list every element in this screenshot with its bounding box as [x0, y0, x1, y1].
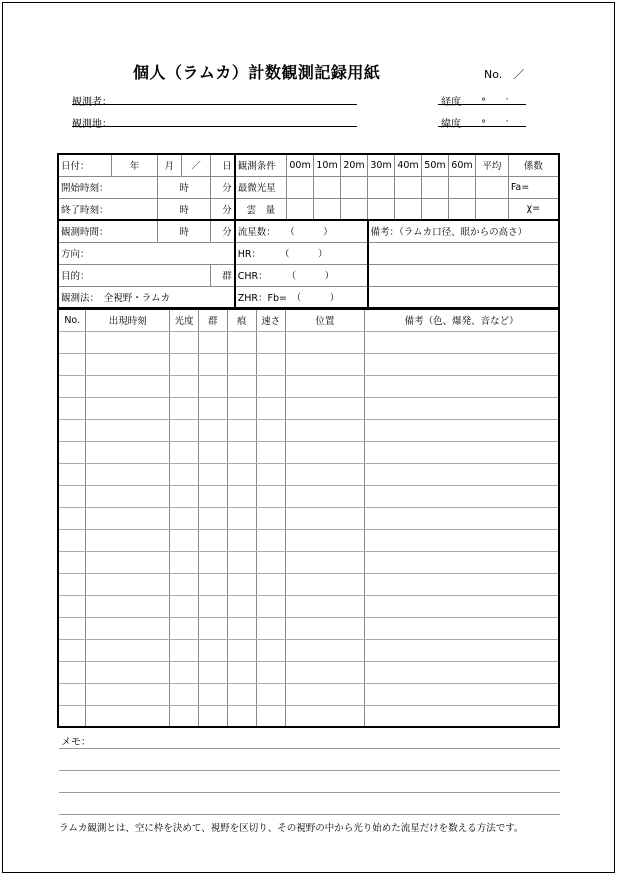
log-cell[interactable] [58, 573, 86, 595]
log-cell[interactable] [365, 683, 559, 705]
log-cell[interactable] [256, 375, 285, 397]
log-cell[interactable] [170, 573, 199, 595]
log-cell[interactable] [86, 683, 170, 705]
log-cell[interactable] [256, 331, 285, 353]
time-col: 10m [314, 154, 341, 176]
table-row [58, 331, 559, 353]
faintest-cell[interactable] [341, 176, 368, 198]
log-cell[interactable] [365, 507, 559, 529]
memo-line[interactable] [59, 814, 560, 815]
log-cell[interactable] [256, 485, 285, 507]
table-row [58, 661, 559, 683]
log-cell[interactable] [199, 485, 228, 507]
memo-line[interactable] [59, 770, 560, 771]
log-cell[interactable] [86, 573, 170, 595]
sheet-number: No. ／ [484, 68, 525, 81]
cloud-label: 雲 量 [235, 198, 287, 220]
date-day[interactable]: 日 [211, 154, 235, 176]
coef-label: 係数 [508, 154, 559, 176]
log-cell[interactable] [58, 419, 86, 441]
log-cell[interactable] [86, 331, 170, 353]
log-cell[interactable] [170, 419, 199, 441]
log-cell[interactable] [199, 551, 228, 573]
log-cell[interactable] [365, 705, 559, 727]
log-cell[interactable] [256, 617, 285, 639]
purpose-label[interactable]: 目的： [58, 264, 211, 286]
log-cell[interactable] [199, 683, 228, 705]
cloud-cell[interactable] [341, 198, 368, 220]
log-cell[interactable] [58, 375, 86, 397]
log-cell[interactable] [199, 705, 228, 727]
log-cell[interactable] [86, 551, 170, 573]
log-cell[interactable] [199, 331, 228, 353]
log-cell[interactable] [199, 617, 228, 639]
table-row [58, 397, 559, 419]
log-cell[interactable] [227, 331, 256, 353]
log-cell[interactable] [256, 529, 285, 551]
log-cell[interactable] [285, 397, 364, 419]
duration-minute[interactable]: 分 [211, 220, 235, 242]
log-cell[interactable] [365, 331, 559, 353]
log-cell[interactable] [227, 463, 256, 485]
log-cell[interactable] [58, 441, 86, 463]
faintest-cell[interactable] [448, 176, 475, 198]
log-cell[interactable] [365, 441, 559, 463]
log-cell[interactable] [58, 353, 86, 375]
log-cell[interactable] [365, 595, 559, 617]
date-year[interactable]: 年 [112, 154, 158, 176]
latitude-label: 緯度 ° ′ [441, 119, 509, 130]
log-cell[interactable] [58, 705, 86, 727]
hr-label[interactable]: HR： （ ） [235, 242, 368, 264]
longitude-label: 経度 ° ′ [441, 97, 509, 108]
log-cell[interactable] [58, 331, 86, 353]
log-cell[interactable] [227, 617, 256, 639]
remarks-label: 備考：（ラムカ口径、眼からの高さ） [368, 220, 559, 242]
log-cell[interactable] [365, 397, 559, 419]
time-col: 40m [395, 154, 422, 176]
log-cell[interactable] [285, 705, 364, 727]
log-cell[interactable] [285, 507, 364, 529]
table-row [58, 419, 559, 441]
log-cell[interactable] [58, 639, 86, 661]
log-cell[interactable] [199, 353, 228, 375]
table-row [58, 573, 559, 595]
chi-label[interactable]: χ= [508, 198, 559, 220]
log-cell[interactable] [365, 617, 559, 639]
log-cell[interactable] [285, 441, 364, 463]
table-row [58, 353, 559, 375]
zhr-label[interactable]: ZHR：Fb= （ ） [235, 286, 368, 308]
log-cell[interactable] [285, 551, 364, 573]
log-cell[interactable] [86, 441, 170, 463]
log-cell[interactable] [170, 683, 199, 705]
log-cell[interactable] [170, 463, 199, 485]
time-col: 00m [287, 154, 314, 176]
log-cell[interactable] [86, 397, 170, 419]
log-cell[interactable] [58, 595, 86, 617]
col-remarks: 備考（色、爆発、音など） [365, 309, 559, 331]
conditions-table [57, 153, 560, 309]
cloud-cell[interactable] [314, 198, 341, 220]
log-cell[interactable] [58, 485, 86, 507]
latitude-field[interactable] [438, 126, 526, 127]
log-cell[interactable] [227, 705, 256, 727]
col-magnitude: 光度 [170, 309, 199, 331]
cloud-cell[interactable] [395, 198, 422, 220]
faintest-cell[interactable] [421, 176, 448, 198]
remarks-cell[interactable] [368, 264, 559, 286]
observer-field[interactable] [72, 104, 357, 105]
table-row [58, 507, 559, 529]
cloud-cell[interactable] [475, 198, 508, 220]
table-row [58, 617, 559, 639]
log-cell[interactable] [227, 397, 256, 419]
log-cell[interactable] [86, 375, 170, 397]
log-cell[interactable] [170, 375, 199, 397]
log-cell[interactable] [256, 595, 285, 617]
faintest-cell[interactable] [475, 176, 508, 198]
log-cell[interactable] [86, 661, 170, 683]
chr-label[interactable]: CHR： （ ） [235, 264, 368, 286]
start-hour[interactable]: 時 [157, 176, 211, 198]
table-row [58, 463, 559, 485]
log-cell[interactable] [58, 661, 86, 683]
log-cell[interactable] [170, 661, 199, 683]
end-minute[interactable]: 分 [211, 198, 235, 220]
log-cell[interactable] [365, 573, 559, 595]
log-cell[interactable] [227, 529, 256, 551]
log-cell[interactable] [227, 419, 256, 441]
log-cell[interactable] [285, 419, 364, 441]
longitude-field[interactable] [438, 104, 526, 105]
faintest-label: 最微光星 [235, 176, 287, 198]
table-row [58, 529, 559, 551]
log-cell[interactable] [256, 573, 285, 595]
log-cell[interactable] [58, 551, 86, 573]
log-cell[interactable] [58, 507, 86, 529]
date-month[interactable]: 月 [157, 154, 181, 176]
log-cell[interactable] [256, 639, 285, 661]
log-cell[interactable] [199, 397, 228, 419]
log-cell[interactable] [256, 397, 285, 419]
log-cell[interactable] [58, 683, 86, 705]
faintest-cell[interactable] [287, 176, 314, 198]
cloud-cell[interactable] [368, 198, 395, 220]
log-cell[interactable] [170, 529, 199, 551]
log-cell[interactable] [170, 507, 199, 529]
conditions-label: 観測条件 [235, 154, 287, 176]
log-cell[interactable] [170, 617, 199, 639]
log-cell[interactable] [256, 463, 285, 485]
footer-note: ラムカ観測とは、空に枠を決めて、視野を区切り、その視野の中から光り始めた流星だけを数える方法です。 [59, 823, 524, 834]
log-cell[interactable] [199, 507, 228, 529]
log-cell[interactable] [199, 639, 228, 661]
log-cell[interactable] [170, 551, 199, 573]
table-row [58, 551, 559, 573]
col-shower: 群 [199, 309, 228, 331]
log-cell[interactable] [285, 463, 364, 485]
log-cell[interactable] [227, 441, 256, 463]
col-no: No. [58, 309, 86, 331]
table-row [58, 639, 559, 661]
site-field[interactable] [72, 126, 357, 127]
col-position: 位置 [285, 309, 364, 331]
log-cell[interactable] [285, 595, 364, 617]
log-cell[interactable] [199, 375, 228, 397]
end-label: 終了時刻： [58, 198, 157, 220]
log-cell[interactable] [58, 397, 86, 419]
log-cell[interactable] [285, 331, 364, 353]
cloud-cell[interactable] [421, 198, 448, 220]
log-cell[interactable] [256, 441, 285, 463]
meteor-log-table [57, 308, 560, 728]
log-cell[interactable] [199, 441, 228, 463]
log-cell[interactable] [256, 353, 285, 375]
log-cell[interactable] [86, 419, 170, 441]
log-cell[interactable] [199, 661, 228, 683]
log-cell[interactable] [365, 353, 559, 375]
log-cell[interactable] [227, 507, 256, 529]
end-hour[interactable]: 時 [157, 198, 211, 220]
fa-label[interactable]: Fa= [508, 176, 559, 198]
log-cell[interactable] [227, 639, 256, 661]
log-cell[interactable] [86, 705, 170, 727]
log-cell[interactable] [86, 617, 170, 639]
log-cell[interactable] [86, 529, 170, 551]
log-cell[interactable] [199, 595, 228, 617]
time-col: 20m [341, 154, 368, 176]
log-cell[interactable] [365, 375, 559, 397]
log-cell[interactable] [285, 485, 364, 507]
remarks-cell[interactable] [368, 286, 559, 308]
log-cell[interactable] [285, 617, 364, 639]
log-cell[interactable] [256, 551, 285, 573]
log-cell[interactable] [86, 507, 170, 529]
faintest-cell[interactable] [368, 176, 395, 198]
memo-line[interactable] [59, 792, 560, 793]
table-row [58, 705, 559, 727]
col-trail: 痕 [227, 309, 256, 331]
count-label[interactable]: 流星数： （ ） [235, 220, 368, 242]
log-cell[interactable] [58, 463, 86, 485]
log-cell[interactable] [227, 485, 256, 507]
log-cell[interactable] [285, 639, 364, 661]
cloud-cell[interactable] [287, 198, 314, 220]
log-cell[interactable] [86, 463, 170, 485]
duration-hour[interactable]: 時 [157, 220, 211, 242]
log-cell[interactable] [365, 661, 559, 683]
col-speed: 速さ [256, 309, 285, 331]
log-cell[interactable] [170, 595, 199, 617]
log-cell[interactable] [199, 573, 228, 595]
log-cell[interactable] [86, 485, 170, 507]
method-label[interactable]: 観測法： 全視野・ラムカ [58, 286, 235, 308]
log-cell[interactable] [170, 397, 199, 419]
faintest-cell[interactable] [314, 176, 341, 198]
log-cell[interactable] [285, 353, 364, 375]
log-cell[interactable] [199, 529, 228, 551]
log-cell[interactable] [86, 595, 170, 617]
log-cell[interactable] [227, 683, 256, 705]
log-cell[interactable] [199, 419, 228, 441]
cloud-cell[interactable] [448, 198, 475, 220]
purpose-group: 群 [211, 264, 235, 286]
log-cell[interactable] [170, 639, 199, 661]
average-col: 平均 [475, 154, 508, 176]
table-row [58, 375, 559, 397]
log-cell[interactable] [285, 529, 364, 551]
log-cell[interactable] [256, 507, 285, 529]
log-cell[interactable] [170, 705, 199, 727]
duration-label: 観測時間： [58, 220, 157, 242]
log-cell[interactable] [227, 353, 256, 375]
log-cell[interactable] [170, 485, 199, 507]
log-cell[interactable] [285, 573, 364, 595]
log-cell[interactable] [227, 551, 256, 573]
log-cell[interactable] [227, 661, 256, 683]
log-cell[interactable] [86, 353, 170, 375]
start-label: 開始時刻： [58, 176, 157, 198]
log-cell[interactable] [256, 661, 285, 683]
site-label: 観測地： [72, 119, 112, 130]
log-cell[interactable] [365, 463, 559, 485]
log-cell[interactable] [285, 661, 364, 683]
remarks-cell[interactable] [368, 242, 559, 264]
log-cell[interactable] [285, 683, 364, 705]
time-col: 50m [421, 154, 448, 176]
time-col: 30m [368, 154, 395, 176]
log-cell[interactable] [365, 551, 559, 573]
memo-line[interactable] [59, 748, 560, 749]
log-cell[interactable] [58, 617, 86, 639]
col-time: 出現時刻 [86, 309, 170, 331]
log-cell[interactable] [170, 353, 199, 375]
table-row [58, 595, 559, 617]
log-cell[interactable] [86, 639, 170, 661]
date-slash: ／ [181, 154, 211, 176]
log-cell[interactable] [170, 441, 199, 463]
log-cell[interactable] [365, 485, 559, 507]
date-label: 日付： [58, 154, 112, 176]
table-row [58, 441, 559, 463]
log-cell[interactable] [365, 639, 559, 661]
log-cell[interactable] [365, 419, 559, 441]
log-cell[interactable] [199, 463, 228, 485]
log-cell[interactable] [285, 375, 364, 397]
direction-label[interactable]: 方向： [58, 242, 235, 264]
observer-label: 観測者： [72, 97, 112, 108]
log-cell[interactable] [365, 529, 559, 551]
memo-label: メモ： [61, 737, 91, 748]
log-cell[interactable] [58, 529, 86, 551]
log-cell[interactable] [256, 705, 285, 727]
table-row [58, 683, 559, 705]
time-col: 60m [448, 154, 475, 176]
log-cell[interactable] [227, 375, 256, 397]
log-cell[interactable] [170, 331, 199, 353]
log-cell[interactable] [227, 573, 256, 595]
log-cell[interactable] [256, 419, 285, 441]
start-minute[interactable]: 分 [211, 176, 235, 198]
faintest-cell[interactable] [395, 176, 422, 198]
form-title: 個人（ラムカ）計数観測記録用紙 [133, 63, 381, 82]
log-cell[interactable] [256, 683, 285, 705]
table-row [58, 485, 559, 507]
log-cell[interactable] [227, 595, 256, 617]
